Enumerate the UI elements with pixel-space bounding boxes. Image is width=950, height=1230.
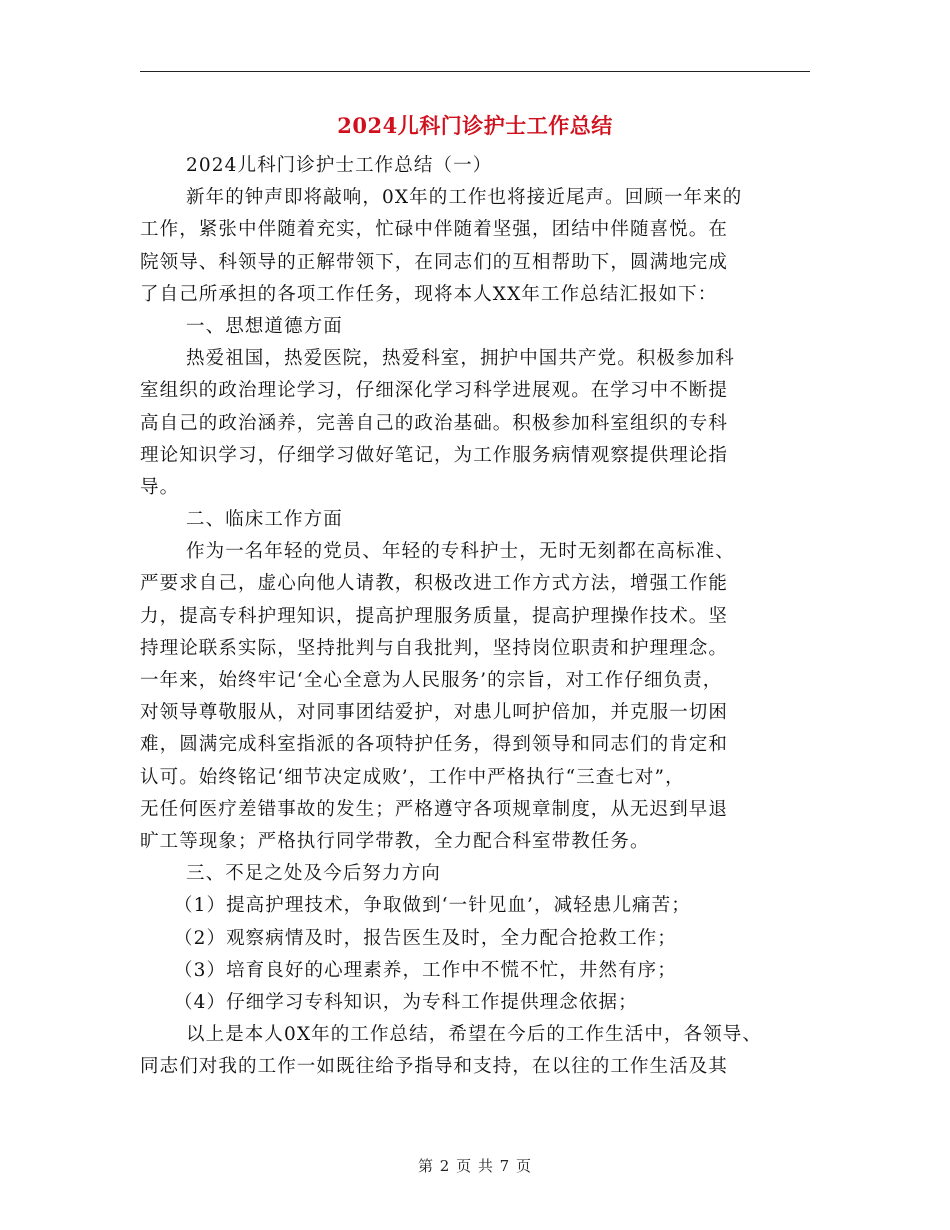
paragraph-line: 严要求自己，虚心向他人请教，积极改进工作方式方法，增强工作能 <box>140 573 729 595</box>
paragraph-line: 理论知识学习，仔细学习做好笔记，为工作服务病情观察提供理论指 <box>140 444 729 466</box>
paragraph-line: 以上是本人0X年的工作总结，希望在今后的工作生活中，各领导、 <box>186 1024 762 1046</box>
paragraph-line: 新年的钟声即将敲响，0X年的工作也将接近尾声。回顾一年来的 <box>186 187 743 209</box>
paragraph-line: 了自己所承担的各项工作任务，现将本人XX年工作总结汇报如下： <box>140 283 718 305</box>
paragraph-line: 一年来，始终牢记‘全心全意为人民服务’的宗旨，对工作仔细负责， <box>140 670 723 691</box>
header-rule <box>140 71 810 72</box>
paragraph-line: 院领导、科领导的正解带领下，在同志们的互相帮助下，圆满地完成 <box>140 251 729 273</box>
paragraph-line: 旷工等现象；严格执行同学带教，全力配合科室带教任务。 <box>140 830 650 852</box>
section-heading: 一、思想道德方面 <box>186 315 343 337</box>
paragraph-line: 持理论联系实际，坚持批判与自我批判，坚持岗位职责和护理理念。 <box>140 637 729 659</box>
paragraph-line: 室组织的政治理论学习，仔细深化学习科学进展观。在学习中不断提 <box>140 380 729 402</box>
list-item: （2）观察病情及时，报告医生及时，全力配合抢救工作； <box>174 927 677 949</box>
page-footer: 第 2 页 共 7 页 <box>418 1157 532 1175</box>
section-heading: 二、临床工作方面 <box>186 509 343 531</box>
paragraph-line: 导。 <box>140 476 180 498</box>
paragraph-line: 高自己的政治涵养，完善自己的政治基础。积极参加科室组织的专科 <box>140 412 729 434</box>
paragraph-line: 无任何医疗差错事故的发生；严格遵守各项规章制度，从无迟到早退 <box>140 798 729 820</box>
paragraph-line: 认可。始终铭记‘细节决定成败’，工作中严格执行“三查七对”， <box>140 766 685 788</box>
paragraph-line: 力，提高专科护理知识，提高护理服务质量，提高护理操作技术。坚 <box>140 605 729 627</box>
paragraph-line: 作为一名年轻的党员、年轻的专科护士，无时无刻都在高标准、 <box>186 541 735 563</box>
section-heading: 三、不足之处及今后努力方向 <box>186 863 441 885</box>
list-item: （1）提高护理技术，争取做到‘一针见血’，减轻患儿痛苦； <box>174 895 691 917</box>
paragraph-line: 对领导尊敬服从，对同事团结爱护，对患儿呵护倍加，并克服一切困 <box>140 702 729 724</box>
list-item: （3）培育良好的心理素养，工作中不慌不忙，井然有序； <box>174 959 677 981</box>
paragraph-line: 热爱祖国，热爱医院，热爱科室，拥护中国共产党。积极参加科 <box>186 348 735 370</box>
document-title: 2024儿科门诊护士工作总结 <box>337 113 613 138</box>
list-item: （4）仔细学习专科知识，为专科工作提供理念依据； <box>174 991 638 1013</box>
paragraph-line: 同志们对我的工作一如既往给予指导和支持，在以往的工作生活及其 <box>140 1056 729 1078</box>
document-body <box>140 150 812 1083</box>
paragraph-line: 工作，紧张中伴随着充实，忙碌中伴随着坚强，团结中伴随喜悦。在 <box>140 219 729 241</box>
section-heading: 2024儿科门诊护士工作总结（一） <box>186 155 493 176</box>
paragraph-line: 难，圆满完成科室指派的各项特护任务，得到领导和同志们的肯定和 <box>140 734 729 756</box>
